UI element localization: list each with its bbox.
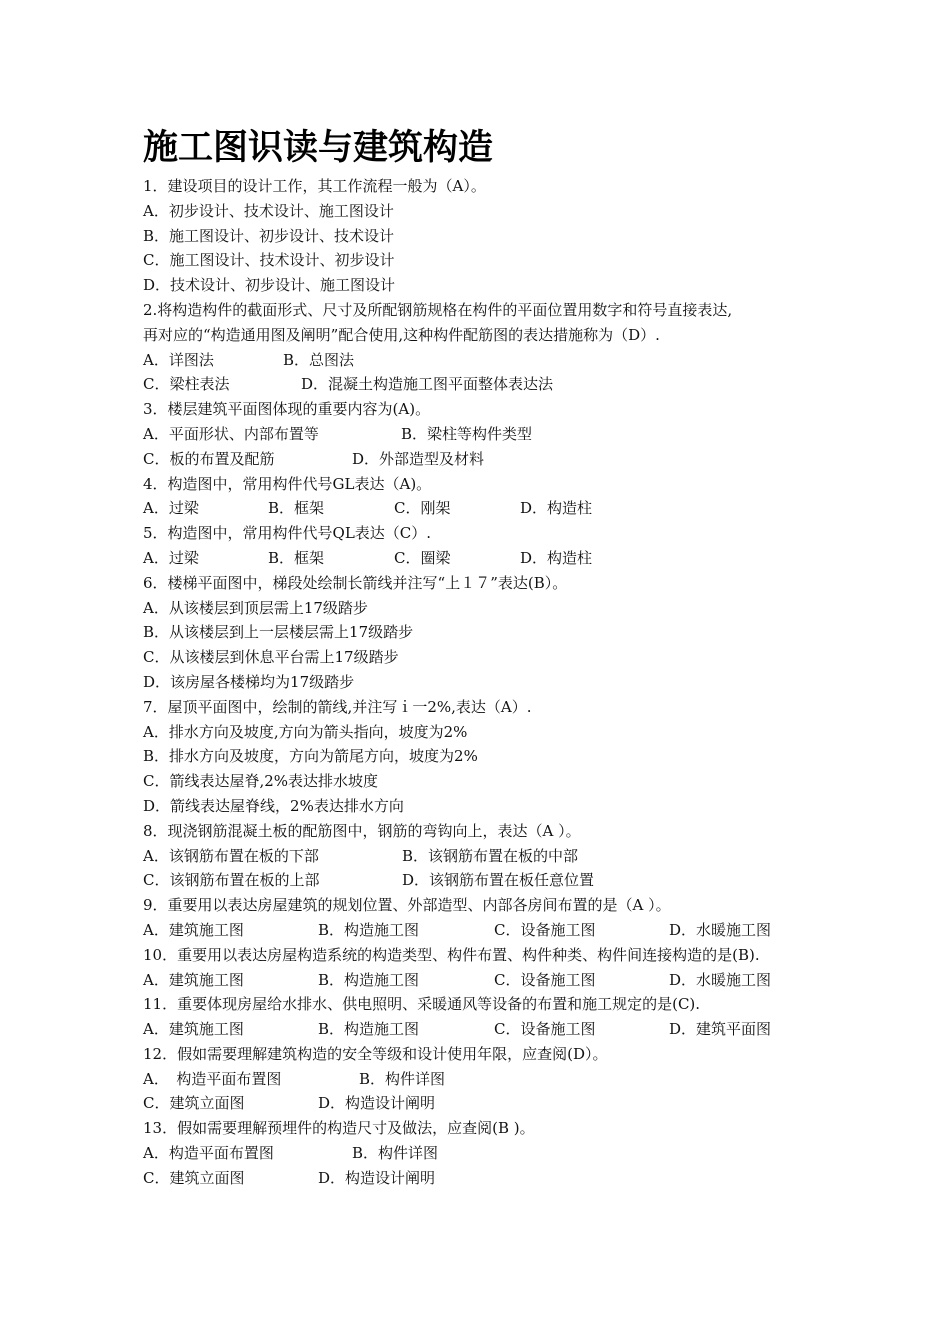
question-text: 3．楼层建筑平面图体现的重要内容为(A)。 bbox=[143, 400, 431, 419]
question-list bbox=[143, 174, 813, 1191]
answer-option: D．水暖施工图 bbox=[669, 920, 772, 939]
answer-option: A．排水方向及坡度,方向为箭头指向，坡度为2% bbox=[143, 722, 468, 741]
answer-option: D．水暖施工图 bbox=[669, 970, 772, 989]
option-row bbox=[143, 496, 813, 521]
answer-option: C．设备施工图 bbox=[494, 970, 596, 989]
answer-option: B．框架 bbox=[268, 499, 325, 518]
option-row bbox=[143, 372, 813, 397]
answer-option: C．施工图设计、技术设计、初步设计 bbox=[143, 251, 395, 270]
answer-option: D．箭线表达屋脊线，2%表达排水方向 bbox=[143, 796, 404, 815]
answer-option: A．平面形状、内部布置等 bbox=[143, 424, 319, 443]
answer-option: A．过梁 bbox=[143, 499, 199, 518]
question-text: 2.将构造构件的截面形式、尺寸及所配钢筋规格在构件的平面位置用数字和符号直接表达, bbox=[143, 300, 733, 319]
option-row bbox=[143, 918, 813, 943]
answer-option: C．板的布置及配筋 bbox=[143, 449, 275, 468]
answer-option: B．该钢筋布置在板的中部 bbox=[402, 846, 579, 865]
question-text: 8．现浇钢筋混凝土板的配筋图中，钢筋的弯钩向上，表达（A ）。 bbox=[143, 821, 581, 840]
answer-option: B．构造施工图 bbox=[318, 970, 420, 989]
answer-option: B．框架 bbox=[268, 548, 325, 567]
answer-option: D．建筑平面图 bbox=[669, 1020, 772, 1039]
option-row bbox=[143, 422, 813, 447]
answer-option: C．建筑立面图 bbox=[143, 1168, 245, 1187]
question-text: 9．重要用以表达房屋建筑的规划位置、外部造型、内部各房间布置的是（A ）。 bbox=[143, 896, 671, 915]
question-text: 7．屋顶平面图中，绘制的箭线,并注写ｉ一2%,表达（A）. bbox=[143, 697, 532, 716]
answer-option: C．圈梁 bbox=[394, 548, 451, 567]
answer-option: A． 构造平面布置图 bbox=[143, 1069, 282, 1088]
answer-option: B．构造施工图 bbox=[318, 1020, 420, 1039]
answer-option: D．外部造型及材料 bbox=[352, 449, 485, 468]
answer-option: C．从该楼层到休息平台需上17级踏步 bbox=[143, 648, 399, 667]
answer-option: A．建筑施工图 bbox=[143, 970, 244, 989]
question-text: 11．重要体现房屋给水排水、供电照明、采暖通风等设备的布置和施工规定的是(C). bbox=[143, 995, 701, 1014]
option-row bbox=[143, 868, 813, 893]
question-text: 5．构造图中，常用构件代号QL表达（C）. bbox=[143, 524, 432, 543]
answer-option: D．构造设计阐明 bbox=[318, 1094, 436, 1113]
option-row bbox=[143, 1067, 813, 1092]
answer-option: B．梁柱等构件类型 bbox=[401, 424, 533, 443]
answer-option: C．箭线表达屋脊,2%表达排水坡度 bbox=[143, 772, 379, 791]
answer-option: C．设备施工图 bbox=[494, 1020, 596, 1039]
answer-option: B．排水方向及坡度，方向为箭尾方向，坡度为2% bbox=[143, 747, 478, 766]
option-row bbox=[143, 348, 813, 373]
answer-option: B．从该楼层到上一层楼层需上17级踏步 bbox=[143, 623, 414, 642]
answer-option: D．构造柱 bbox=[520, 548, 593, 567]
answer-option: B．施工图设计、初步设计、技术设计 bbox=[143, 226, 395, 245]
option-row bbox=[143, 968, 813, 993]
option-row bbox=[143, 1166, 813, 1191]
option-row bbox=[143, 1017, 813, 1042]
question-text: 再对应的“构造通用图及阐明”配合使用,这种构件配筋图的表达措施称为（D）. bbox=[143, 325, 660, 344]
answer-option: A．建筑施工图 bbox=[143, 1020, 244, 1039]
answer-option: A．从该楼层到顶层需上17级踏步 bbox=[143, 598, 368, 617]
answer-option: D．构造设计阐明 bbox=[318, 1168, 436, 1187]
answer-option: A．详图法 bbox=[143, 350, 214, 369]
question-text: 6．楼梯平面图中，梯段处绘制长箭线并注写“上１７”表达(B）。 bbox=[143, 573, 568, 592]
question-text: 10．重要用以表达房屋构造系统的构造类型、构件布置、构件种类、构件间连接构造的是(B). bbox=[143, 945, 760, 964]
answer-option: C．建筑立面图 bbox=[143, 1094, 245, 1113]
answer-option: A．构造平面布置图 bbox=[143, 1144, 274, 1163]
answer-option: B．总图法 bbox=[283, 350, 355, 369]
option-row bbox=[143, 1141, 813, 1166]
option-row bbox=[143, 844, 813, 869]
question-text: 1．建设项目的设计工作，其工作流程一般为（A）。 bbox=[143, 177, 486, 195]
answer-option: C．梁柱表法 bbox=[143, 375, 230, 394]
page-title: 施工图识读与建筑构造 bbox=[143, 128, 494, 168]
answer-option: A．该钢筋布置在板的下部 bbox=[143, 846, 319, 865]
question-text: 4．构造图中，常用构件代号GL表达（A)。 bbox=[143, 474, 432, 493]
answer-option: B．构件详图 bbox=[352, 1144, 439, 1163]
answer-option: A．建筑施工图 bbox=[143, 920, 244, 939]
option-row bbox=[143, 447, 813, 472]
answer-option: C．该钢筋布置在板的上部 bbox=[143, 871, 320, 890]
answer-option: D．该钢筋布置在板任意位置 bbox=[402, 871, 595, 890]
option-row bbox=[143, 1091, 813, 1116]
answer-option: D．混凝土构造施工图平面整体表达法 bbox=[301, 375, 554, 394]
option-row bbox=[143, 546, 813, 571]
question-text: 12．假如需要理解建筑构造的安全等级和设计使用年限，应查阅(D）。 bbox=[143, 1044, 608, 1063]
answer-option: B．构造施工图 bbox=[318, 920, 420, 939]
answer-option: C．刚架 bbox=[394, 499, 451, 518]
answer-option: D．该房屋各楼梯均为17级踏步 bbox=[143, 672, 355, 691]
answer-option: A．过梁 bbox=[143, 548, 199, 567]
answer-option: C．设备施工图 bbox=[494, 920, 596, 939]
question-text: 13．假如需要理解预埋件的构造尺寸及做法，应查阅(B )。 bbox=[143, 1119, 535, 1138]
answer-option: D．技术设计、初步设计、施工图设计 bbox=[143, 276, 396, 295]
answer-option: B．构件详图 bbox=[359, 1069, 446, 1088]
answer-option: D．构造柱 bbox=[520, 499, 593, 518]
answer-option: A．初步设计、技术设计、施工图设计 bbox=[143, 201, 394, 220]
